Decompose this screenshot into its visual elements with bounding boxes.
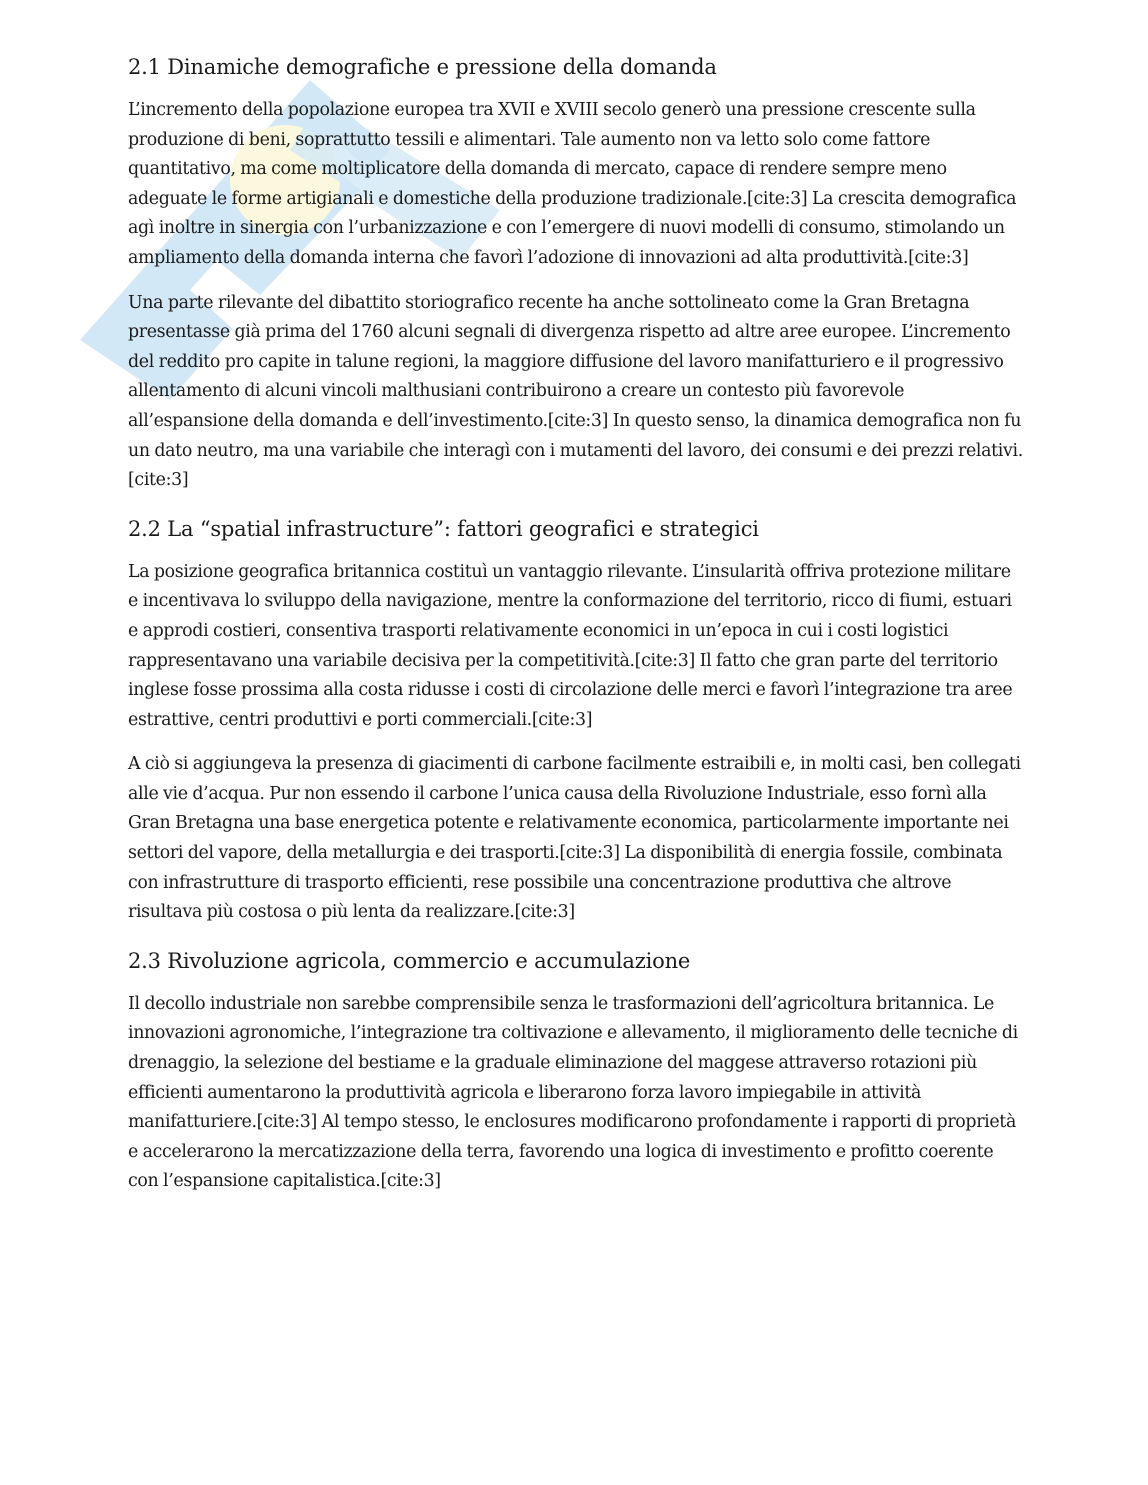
section-2-2 (128, 514, 1023, 928)
section-heading: 2.3 Rivoluzione agricola, commercio e accumulazione (128, 948, 691, 973)
section-heading: 2.2 La “spatial infrastructure”: fattori geografici e strategici (128, 516, 759, 541)
document-body (128, 52, 1023, 1215)
paragraph: A ciò si aggiungeva la presenza di giacimenti di carbone facilmente estraibili e, in molti casi, ben collegati alle vie d’acqua. Pur non essendo il carbone l’unica causa della Rivoluzione Industriale, esso fornì alla Gran Bretagna una base energetica potente e relativamente economica, particolarmente importante nei settori del vapore, della metallurgia e dei trasporti.[cite:3] La disponibilità di energia fossile, combinata con infrastrutture di trasporto efficienti, rese possibile una concentrazione produttiva che altrove risultava più costosa o più lenta da realizzare.[cite:3] (128, 754, 1021, 923)
section-heading: 2.1 Dinamiche demografiche e pressione della domanda (128, 55, 717, 79)
paragraph: Il decollo industriale non sarebbe comprensibile senza le trasformazioni dell’agricoltura britannica. Le innovazioni agronomiche, l’integrazione tra coltivazione e allevamento, il miglioramento delle tecniche di drenaggio, la selezione del bestiame e la graduale eliminazione del maggese attraverso rotazioni più efficienti aumentarono la produttività agricola e liberarono forza lavoro impiegabile in attività manifatturiere.[cite:3] Al tempo stesso, le enclosures modificarono profondamente i rapporti di proprietà e accelerarono la mercatizzazione della terra, favorendo una logica di investimento e profitto coerente con l’espansione capitalistica.[cite:3] (128, 993, 1018, 1192)
paragraph: L’incremento della popolazione europea tra XVII e XVIII secolo generò una pressione crescente sulla produzione di beni, soprattutto tessili e alimentari. Tale aumento non va letto solo come fattore quantitativo, ma come moltiplicatore della domanda di mercato, capace di rendere sempre meno adeguate le forme artigianali e domestiche della produzione tradizionale.[cite:3] La crescita demografica agì inoltre in sinergia con l’urbanizzazione e con l’emergere di nuovi modelli di consumo, stimolando un ampliamento della domanda interna che favorì l’adozione di innovazioni ad alta produttività.[cite:3] (128, 100, 1017, 268)
section-2-1 (128, 52, 1023, 496)
paragraph: La posizione geografica britannica costituì un vantaggio rilevante. L’insularità offriva protezione militare e incentivava lo sviluppo della navigazione, mentre la conformazione del territorio, ricco di fiumi, estuari e approdi costieri, consentiva trasporti relativamente economici in un’epoca in cui i costi logistici rappresentavano una variabile decisiva per la competitività.[cite:3] Il fatto che gran parte del territorio inglese fosse prossima alla costa ridusse i costi di circolazione delle merci e favorì l’integrazione tra aree estrattive, centri produttivi e porti commerciali.[cite:3] (128, 561, 1013, 730)
paragraph: Una parte rilevante del dibattito storiografico recente ha anche sottolineato come la Gran Bretagna presentasse già prima del 1760 alcuni segnali di divergenza rispetto ad altre aree europee. L’incremento del reddito pro capite in talune regioni, la maggiore diffusione del lavoro manifatturiero e il progressivo allentamento di alcuni vincoli malthusiani contribuirono a creare un contesto più favorevole all’espansione della domanda e dell’investimento.[cite:3] In questo senso, la dinamica demografica non fu un dato neutro, ma una variabile che interagì con i mutamenti del lavoro, dei consumi e dei prezzi relativi.[cite:3] (128, 292, 1023, 491)
section-2-3 (128, 946, 1023, 1197)
